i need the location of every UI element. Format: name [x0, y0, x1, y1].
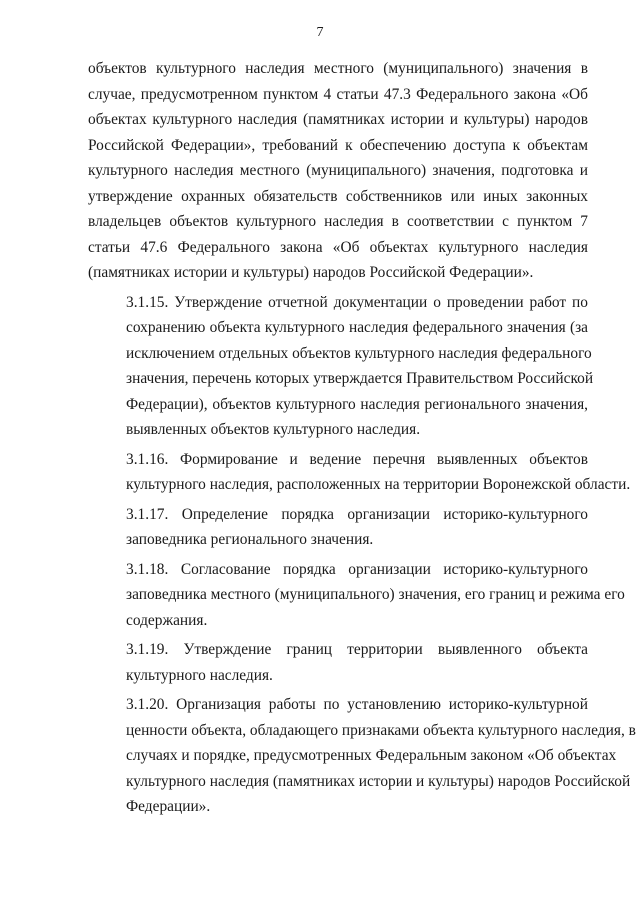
text-line: выявленных объектов культурного наследия. [126, 421, 421, 438]
paragraph-3-1-18 [88, 557, 625, 634]
text-line: содержания. [126, 611, 208, 629]
text-line: статьи 47.6 Федерального закона «Об объектах культурного наследия [88, 238, 588, 256]
paragraph-continuation [88, 56, 588, 286]
text-line: утверждение охранных обязательств собственников или иных законных [88, 187, 588, 205]
text-line: культурного наследия. [126, 666, 273, 684]
text-line: объектов культурного наследия местного (муниципального) значения в [88, 60, 588, 77]
text-line: культурного наследия, расположенных на территории Воронежской области. [126, 476, 631, 493]
paragraph-3-1-20 [88, 692, 636, 820]
text-line: Федерации». [126, 798, 211, 815]
page-number: 7 [316, 25, 324, 40]
paragraph-3-1-17 [88, 502, 588, 553]
text-line: заповедника местного (муниципального) значения, его границ и режима его [126, 586, 625, 603]
text-line: объектах культурного наследия (памятниках истории и культуры) народов [88, 111, 588, 128]
text-line: исключением отдельных объектов культурного наследия федерального [126, 344, 592, 362]
document-body [88, 56, 636, 824]
text-line: 3.1.15. Утверждение отчетной документации о проведении работ по [126, 293, 588, 311]
text-line: культурного наследия (памятниках истории и культуры) народов Российской [126, 772, 631, 790]
paragraph-3-1-15 [88, 290, 594, 443]
text-line: Российской Федерации», требований к обеспечению доступа к объектам [88, 136, 588, 154]
text-line: (памятниках истории и культуры) народов Российской Федерации». [88, 264, 534, 281]
text-line: 3.1.18. Согласование порядка организации историко-культурного [126, 560, 588, 578]
text-line: 3.1.19. Утверждение границ территории выявленного объекта [126, 641, 588, 658]
text-line: случаях и порядке, предусмотренных Федеральным законом «Об объектах [126, 747, 617, 764]
paragraph-3-1-19 [88, 637, 588, 688]
text-line: заповедника регионального значения. [126, 531, 374, 548]
text-line: Федерации), объектов культурного наследия регионального значения, [126, 395, 588, 413]
text-line: ценности объекта, обладающего признаками объекта культурного наследия, в [126, 721, 636, 739]
text-line: случае, предусмотренном пунктом 4 статьи 47.3 Федерального закона «Об [88, 85, 588, 103]
text-line: значения, перечень которых утверждается Правительством Российской [126, 370, 594, 387]
text-line: 3.1.16. Формирование и ведение перечня выявленных объектов [126, 450, 588, 468]
text-line: 3.1.20. Организация работы по установлению историко-культурной [126, 696, 588, 713]
text-line: владельцев объектов культурного наследия в соответствии с пунктом 7 [88, 213, 588, 230]
text-line: культурного наследия местного (муниципального) значения, подготовка и [88, 162, 588, 179]
text-line: сохранению объекта культурного наследия федерального значения (за [126, 319, 588, 336]
paragraph-3-1-16 [88, 447, 631, 498]
text-line: 3.1.17. Определение порядка организации историко-культурного [126, 505, 588, 523]
